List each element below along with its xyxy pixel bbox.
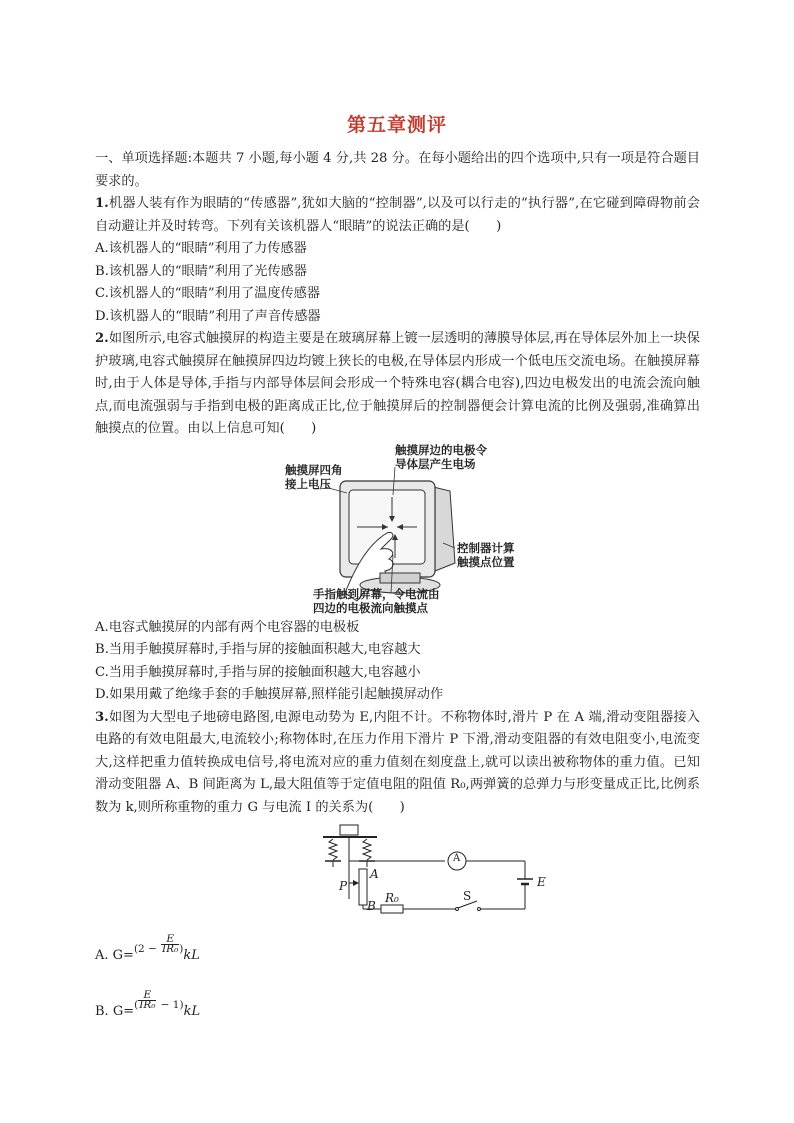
fraction: $\frac{E}{\text{IR₀}}$ — [162, 933, 179, 955]
label-corner-voltage: 触摸屏四角 接上电压 — [285, 462, 343, 491]
q3-option-b: B. G=( $\frac{E}{\text{IR₀}}$ $^{- 1)}$kL — [95, 989, 201, 1019]
q2-option-b: B.当用手触摸屏幕时,手指与屏的接触面积越大,电容越大 — [95, 642, 421, 657]
content — [95, 148, 700, 1023]
section-heading: 一、单项选择题:本题共 7 小题,每小题 4 分,共 28 分。在每小题给出的四个选项中,只有一项是符合题目要求的。 — [95, 151, 700, 189]
page-title: 第五章测评 — [346, 114, 447, 136]
label-edge-electrodes: 触摸屏边的电极令 导体层产生电场 — [395, 442, 487, 471]
q3-option-a: A. G=$^{(2 -}$ $\frac{E}{\text{IR₀}}$ )kL — [95, 933, 200, 963]
label-terminal-b: B — [367, 899, 376, 913]
question-stem: 如图为大型电子地磅电路图,电源电动势为 E,内阻不计。不称物体时,滑片 P 在 A 端,滑动变阻器接入电路的有效电阻最大,电流较小;称物体时,在压力作用下滑片 P 下滑,滑动变阻器的有效电阻变小,电流变大,这样把重力值转换成电信号,将电流对应的重力值刻在刻度盘上,就可以读出被称物体的重力值。已知滑动变阻器 A、B 间距离为 L,最大阻值等于定值电阻的阻值 R₀,两弹簧的总弹力与形变量成正比,比例系数为 k,则所称重物的重力 G 与电流 I 的关系为( ) — [95, 709, 700, 815]
question-stem: 如图所示,电容式触摸屏的构造主要是在玻璃屏幕上镀一层透明的薄膜导体层,再在导体层外加上一块保护玻璃,电容式触摸屏在触摸屏四边均镀上狭长的电极,在导体层内形成一个低电压交流电场。在触摸屏幕时,由于人体是导体,手指与内部导体层间会形成一个特殊电容(耦合电容),四边电极发出的电流会流向触点,而电流强弱与手指到电极的距离成正比,位于触摸屏后的控制器便会计算电流的比例及强弱,准确算出触摸点的位置。由以上信息可知( ) — [95, 331, 700, 436]
question-1 — [95, 193, 700, 238]
label-emf-e: E — [537, 875, 546, 889]
fraction: $\frac{E}{\text{IR₀}}$ — [139, 989, 156, 1011]
q1-option-d: D.该机器人的“眼睛”利用了声音传感器 — [95, 308, 321, 324]
question-stem: 机器人装有作为眼睛的“传感器”,犹如大脑的“控制器”,以及可以行走的“执行器”,在它碰到障碍物前会自动避让并及时转弯。下列有关该机器人“眼睛”的说法正确的是( ) — [95, 196, 700, 234]
weighbridge-circuit-figure — [95, 821, 700, 921]
q2-option-a: A.电容式触摸屏的内部有两个电容器的电极板 — [95, 619, 360, 635]
label-terminal-a: A — [370, 867, 379, 881]
label-resistor-r0: R₀ — [385, 891, 399, 905]
question-2 — [95, 328, 700, 441]
q1-option-a: A.该机器人的“眼睛”利用了力传感器 — [95, 241, 307, 256]
question-number: 2. — [95, 331, 109, 346]
question-number: 3. — [95, 709, 109, 725]
label-controller: 控制器计算 触摸点位置 — [457, 540, 515, 569]
q1-option-b: B.该机器人的“眼睛”利用了光传感器 — [95, 263, 307, 279]
label-finger-touch: 手指触到屏幕，令电流由 四边的电极流向触摸点 — [313, 586, 440, 615]
label-slider-p: P — [339, 879, 348, 893]
label-switch-s: S — [463, 889, 472, 903]
touchscreen-figure — [95, 443, 700, 613]
q2-option-d: D.如果用戴了绝缘手套的手触摸屏幕,照样能引起触摸屏动作 — [95, 687, 444, 702]
circuit-diagram — [95, 821, 700, 921]
question-number: 1. — [95, 196, 109, 211]
q1-option-c: C.该机器人的“眼睛”利用了温度传感器 — [95, 286, 321, 301]
question-3 — [95, 707, 700, 820]
label-ammeter: A — [453, 853, 461, 864]
q2-option-c: C.当用手触摸屏幕时,手指与屏的接触面积越大,电容越小 — [95, 664, 421, 680]
